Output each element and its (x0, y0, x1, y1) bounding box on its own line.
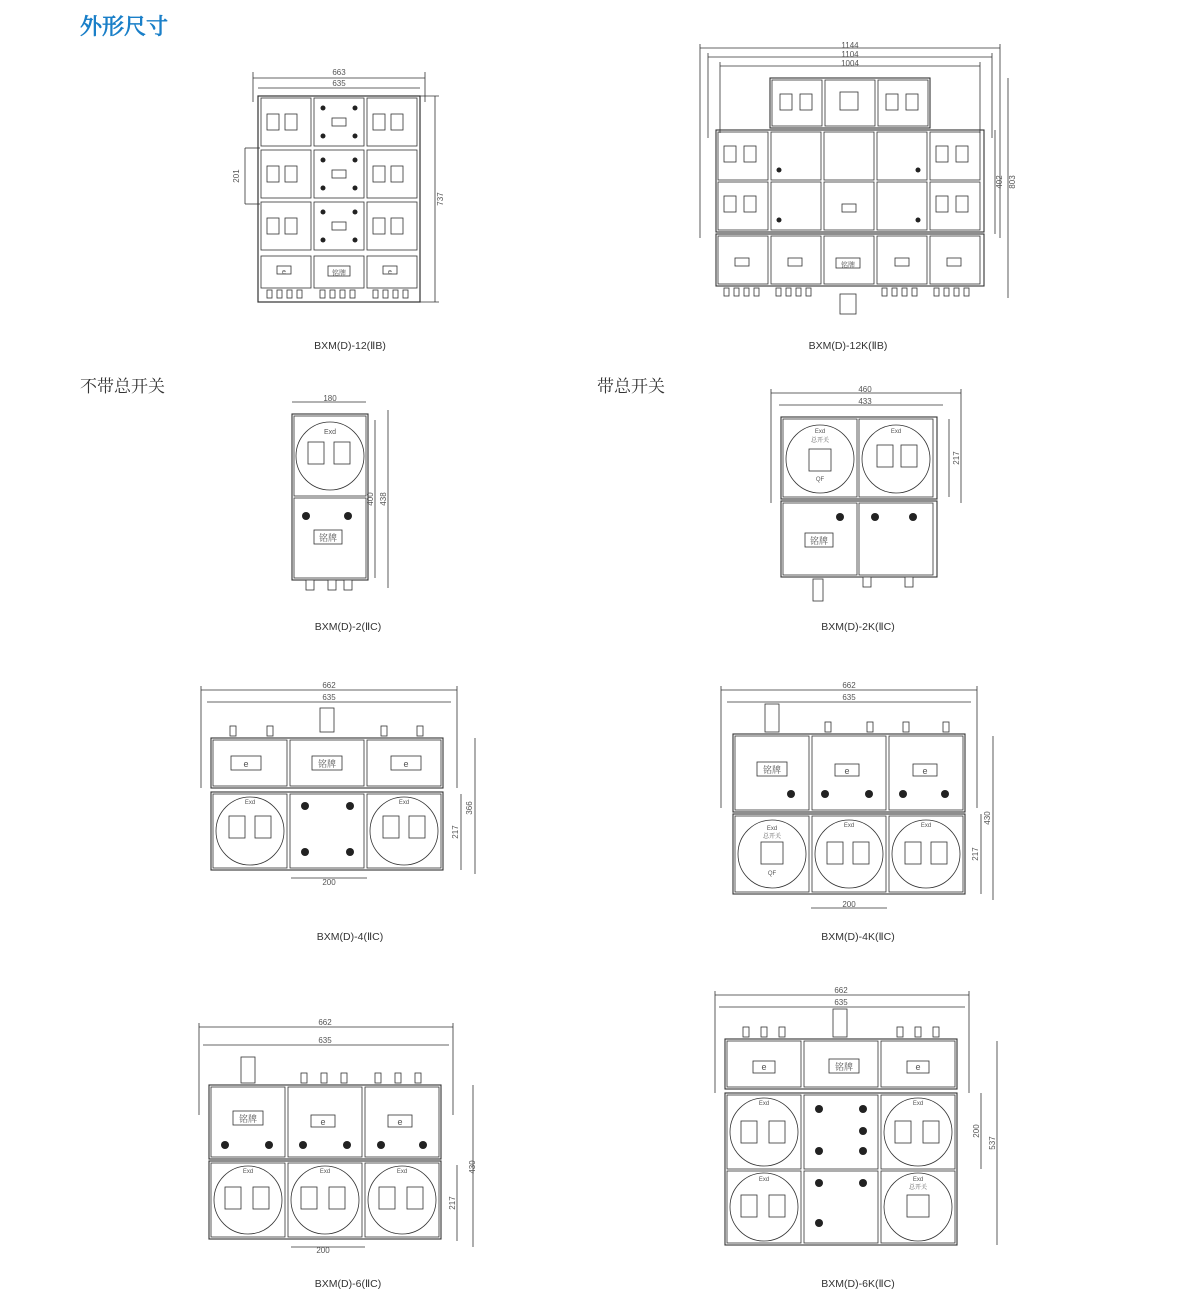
dim-w-outer: 662 (322, 681, 336, 690)
svg-text:总开关: 总开关 (762, 834, 782, 840)
section-no-master-switch: 不带总开关 (80, 377, 165, 397)
dim-h-inner: 400 (366, 492, 375, 506)
svg-text:e: e (320, 1117, 326, 1127)
svg-text:Exd: Exd (242, 1169, 254, 1175)
dim-w-inner: 635 (318, 1036, 332, 1045)
svg-text:QF: QF (767, 871, 777, 877)
svg-text:总开关: 总开关 (810, 438, 830, 444)
dim-h-inner: 200 (972, 1124, 981, 1138)
svg-text:e: e (397, 1117, 403, 1127)
dim-width-inner: 635 (332, 79, 346, 88)
dim-w-inner: 635 (834, 998, 848, 1007)
dim-width: 180 (323, 394, 337, 403)
section-with-master-switch: 带总开关 (597, 377, 665, 397)
svg-text:铭牌: 铭牌 (834, 1062, 854, 1072)
dim-h-outer: 430 (468, 1160, 477, 1174)
svg-text:Exd: Exd (398, 800, 410, 806)
dim-h1: 402 (995, 175, 1004, 189)
dim-w-inner: 635 (322, 693, 336, 702)
figure-caption: BXM(D)-6(ⅡC) (314, 1278, 382, 1290)
figure-bxm4k (715, 678, 1005, 948)
dim-w-inner: 433 (858, 397, 872, 406)
svg-text:铭牌: 铭牌 (318, 533, 338, 543)
figure-caption: BXM(D)-12K(ⅡB) (808, 340, 888, 352)
dim-w-outer: 460 (858, 385, 872, 394)
dim-w-inner: 635 (842, 693, 856, 702)
svg-text:Exd: Exd (890, 429, 902, 435)
svg-text:Exd: Exd (758, 1101, 770, 1107)
svg-text:e: e (282, 269, 286, 276)
svg-text:Exd: Exd (814, 429, 826, 435)
dim-w-outer: 662 (318, 1018, 332, 1027)
figure-caption: BXM(D)-6K(ⅡC) (821, 1278, 895, 1290)
svg-text:Exd: Exd (758, 1177, 770, 1183)
svg-text:Exd: Exd (912, 1101, 924, 1107)
dim-h: 217 (952, 451, 961, 465)
dim-pitch: 200 (842, 900, 856, 909)
figure-caption: BXM(D)-12(ⅡB) (314, 340, 386, 352)
svg-text:Exd: Exd (766, 826, 778, 832)
dim-h-outer: 430 (983, 811, 992, 825)
figure-bxm4 (195, 678, 485, 948)
svg-text:e: e (243, 759, 249, 769)
svg-text:e: e (761, 1062, 767, 1072)
dim-pitch: 200 (316, 1246, 330, 1255)
figure-bxm2 (270, 392, 400, 637)
svg-text:Exd: Exd (244, 800, 256, 806)
svg-text:e: e (922, 766, 928, 776)
page-title: 外形尺寸 (80, 15, 169, 40)
dim-w-outer: 662 (842, 681, 856, 690)
figure-caption: BXM(D)-2K(ⅡC) (821, 621, 895, 633)
svg-text:Exd: Exd (323, 429, 337, 436)
dim-w2: 1104 (841, 50, 859, 59)
svg-text:铭牌: 铭牌 (809, 536, 829, 546)
figure-bxm12 (225, 62, 455, 357)
dim-h-outer: 366 (465, 801, 474, 815)
svg-text:e: e (844, 766, 850, 776)
dim-h-inner: 217 (971, 847, 980, 861)
figure-bxm12k (690, 38, 1030, 358)
dim-width-outer: 663 (332, 68, 346, 77)
figure-caption: BXM(D)-4(ⅡC) (316, 931, 384, 943)
figure-bxm6k (705, 983, 1015, 1298)
svg-text:Exd: Exd (396, 1169, 408, 1175)
svg-text:QF: QF (815, 477, 825, 483)
svg-text:e: e (388, 269, 392, 276)
svg-text:Exd: Exd (912, 1177, 924, 1183)
dim-w3: 1004 (841, 59, 859, 68)
dim-h-inner: 217 (451, 825, 460, 839)
figure-bxm2k (765, 383, 970, 638)
dim-h-outer: 438 (379, 492, 388, 506)
svg-text:Exd: Exd (920, 823, 932, 829)
figure-caption: BXM(D)-2(ⅡC) (314, 621, 382, 633)
dim-w-outer: 662 (834, 986, 848, 995)
svg-text:铭牌: 铭牌 (762, 765, 782, 775)
dim-row-pitch: 201 (232, 169, 241, 183)
nameplate-label: 铭牌 (332, 270, 346, 277)
dim-h2: 803 (1008, 175, 1017, 189)
figure-bxm6 (195, 1015, 485, 1300)
dim-pitch: 200 (322, 878, 336, 887)
svg-text:铭牌: 铭牌 (238, 1114, 258, 1124)
dim-h-outer: 537 (988, 1136, 997, 1150)
svg-text:Exd: Exd (843, 823, 855, 829)
dim-w1: 1144 (841, 41, 859, 50)
svg-text:铭牌: 铭牌 (841, 262, 855, 269)
svg-text:总开关: 总开关 (908, 1185, 928, 1191)
figure-caption: BXM(D)-4K(ⅡC) (821, 931, 895, 943)
svg-text:铭牌: 铭牌 (317, 759, 337, 769)
dim-height: 737 (436, 192, 445, 206)
dim-h-inner: 217 (448, 1196, 457, 1210)
svg-text:Exd: Exd (319, 1169, 331, 1175)
svg-text:e: e (403, 759, 409, 769)
svg-text:e: e (915, 1062, 921, 1072)
